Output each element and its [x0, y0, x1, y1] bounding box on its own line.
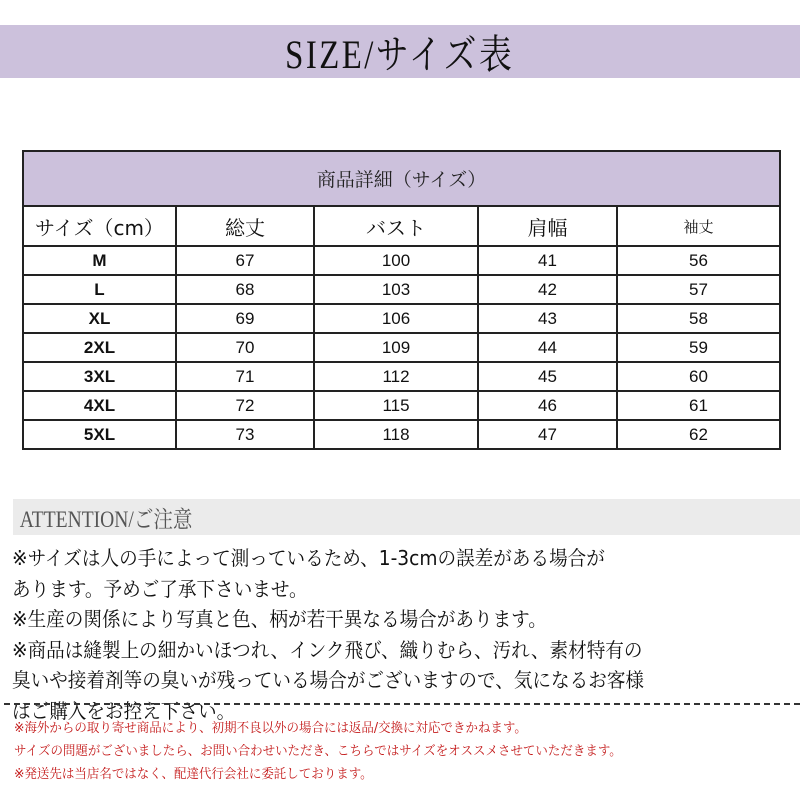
table-row — [23, 391, 780, 420]
attention-line: ※サイズは人の手によって測っているため、1-3cmの誤差がある場合が — [12, 546, 605, 570]
attention-line: ※生産の関係により写真と色、柄が若干異なる場合があります。 — [12, 607, 547, 631]
attention-line: ※商品は縫製上の細かいほつれ、インク飛び、織りむら、汚れ、素材特有の — [12, 637, 643, 662]
table-row — [23, 304, 780, 333]
size-cell: 2XL — [23, 333, 176, 362]
size-table — [22, 150, 781, 450]
length-cell: 67 — [176, 246, 314, 275]
column-header-sleeve: 袖丈 — [617, 206, 780, 246]
bust-cell: 106 — [314, 304, 478, 333]
red-notices — [14, 717, 800, 786]
table-caption: 商品詳細（サイズ） — [23, 151, 780, 206]
column-header-length: 総丈 — [176, 206, 314, 246]
sleeve-cell: 56 — [617, 246, 780, 275]
size-cell: 3XL — [23, 362, 176, 391]
notice-line: ※海外からの取り寄せ商品により、初期不良以外の場合には返品/交換に対応できかねます。 — [14, 721, 527, 736]
table-caption-row — [23, 151, 780, 206]
attention-line: 臭いや接着剤等の臭いが残っている場合がございますので、気になるお客様 — [12, 668, 645, 692]
size-cell: L — [23, 275, 176, 304]
column-header-size: サイズ（cm） — [23, 206, 176, 246]
shoulder-cell: 47 — [478, 420, 617, 449]
attention-heading: ATTENTION/ご注意 — [19, 506, 193, 532]
bust-cell: 112 — [314, 362, 478, 391]
length-cell: 73 — [176, 420, 314, 449]
page-title: SIZE/サイズ表 — [285, 32, 515, 77]
shoulder-cell: 41 — [478, 246, 617, 275]
table-row — [23, 275, 780, 304]
table-row — [23, 333, 780, 362]
length-cell: 68 — [176, 275, 314, 304]
bust-cell: 103 — [314, 275, 478, 304]
attention-notes — [12, 543, 800, 726]
bust-cell: 109 — [314, 333, 478, 362]
notice-line: ※発送先は当店名ではなく、配達代行会社に委託しております。 — [14, 767, 373, 782]
bust-cell: 115 — [314, 391, 478, 420]
dashed-divider — [4, 703, 800, 705]
column-header-shoulder: 肩幅 — [478, 206, 617, 246]
shoulder-cell: 46 — [478, 391, 617, 420]
sleeve-cell: 59 — [617, 333, 780, 362]
length-cell: 72 — [176, 391, 314, 420]
table-row — [23, 362, 780, 391]
table-row — [23, 420, 780, 449]
bust-cell: 100 — [314, 246, 478, 275]
shoulder-cell: 45 — [478, 362, 617, 391]
table-row — [23, 246, 780, 275]
shoulder-cell: 42 — [478, 275, 617, 304]
length-cell: 69 — [176, 304, 314, 333]
sleeve-cell: 58 — [617, 304, 780, 333]
size-cell: 4XL — [23, 391, 176, 420]
length-cell: 70 — [176, 333, 314, 362]
size-cell: 5XL — [23, 420, 176, 449]
notice-line: サイズの問題がございましたら、お問い合わせいただき、こちらではサイズをオススメさせていただきます。 — [14, 744, 622, 759]
attention-line: あります。予めご了承下さいませ。 — [12, 576, 308, 601]
shoulder-cell: 44 — [478, 333, 617, 362]
attention-heading-bar — [13, 499, 800, 535]
shoulder-cell: 43 — [478, 304, 617, 333]
sleeve-cell: 57 — [617, 275, 780, 304]
table-header-row — [23, 206, 780, 246]
sleeve-cell: 61 — [617, 391, 780, 420]
size-cell: M — [23, 246, 176, 275]
title-banner — [0, 25, 800, 78]
sleeve-cell: 62 — [617, 420, 780, 449]
length-cell: 71 — [176, 362, 314, 391]
bust-cell: 118 — [314, 420, 478, 449]
sleeve-cell: 60 — [617, 362, 780, 391]
column-header-bust: バスト — [314, 206, 478, 246]
size-cell: XL — [23, 304, 176, 333]
attention-line: はご購入をお控え下さい。 — [12, 698, 236, 723]
